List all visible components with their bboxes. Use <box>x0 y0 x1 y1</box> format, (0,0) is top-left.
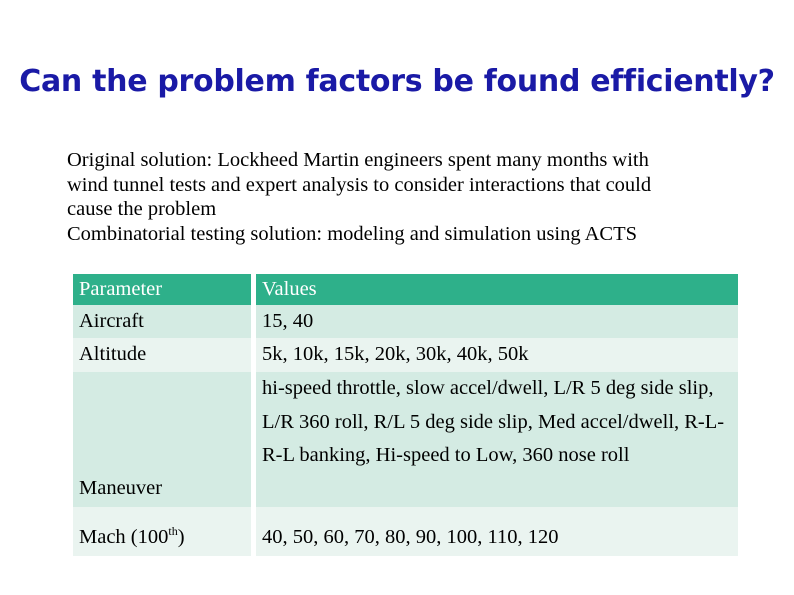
header-parameter: Parameter <box>73 274 251 305</box>
header-values: Values <box>251 274 738 305</box>
mach-label-sup: th <box>168 524 178 539</box>
intro-line-2: wind tunnel tests and expert analysis to consider interactions that could <box>67 173 652 196</box>
row-aircraft-values: 15, 40 <box>251 305 738 338</box>
mach-label: Mach (100 <box>79 526 169 548</box>
mach-label-close: ) <box>177 526 185 548</box>
row-altitude-parameter: Altitude <box>73 338 251 372</box>
intro-line-4: Combinatorial testing solution: modeling and simulation using ACTS <box>67 222 638 245</box>
maneuver-label: Maneuver <box>79 477 163 499</box>
row-mach-parameter <box>73 507 251 556</box>
row-maneuver-parameter <box>73 372 251 507</box>
intro-line-1: Original solution: Lockheed Martin engineers spent many months with <box>67 149 649 171</box>
row-maneuver-values: hi-speed throttle, slow accel/dwell, L/R 5 deg side slip, L/R 360 roll, R/L 5 deg side slip, Med accel/dwell, R-L-R-L banking, Hi-speed to Low, 360 nose roll <box>251 372 738 507</box>
row-altitude-values: 5k, 10k, 15k, 20k, 30k, 40k, 50k <box>251 338 738 372</box>
slide-title: Can the problem factors be found efficiently? <box>19 64 775 99</box>
row-mach-values <box>251 507 738 556</box>
parameters-table <box>73 274 738 556</box>
mach-values-text: 40, 50, 60, 70, 80, 90, 100, 110, 120 <box>262 526 559 548</box>
intro-line-3: cause the problem <box>67 198 217 220</box>
row-aircraft-parameter: Aircraft <box>73 305 251 338</box>
intro-text <box>67 148 767 246</box>
